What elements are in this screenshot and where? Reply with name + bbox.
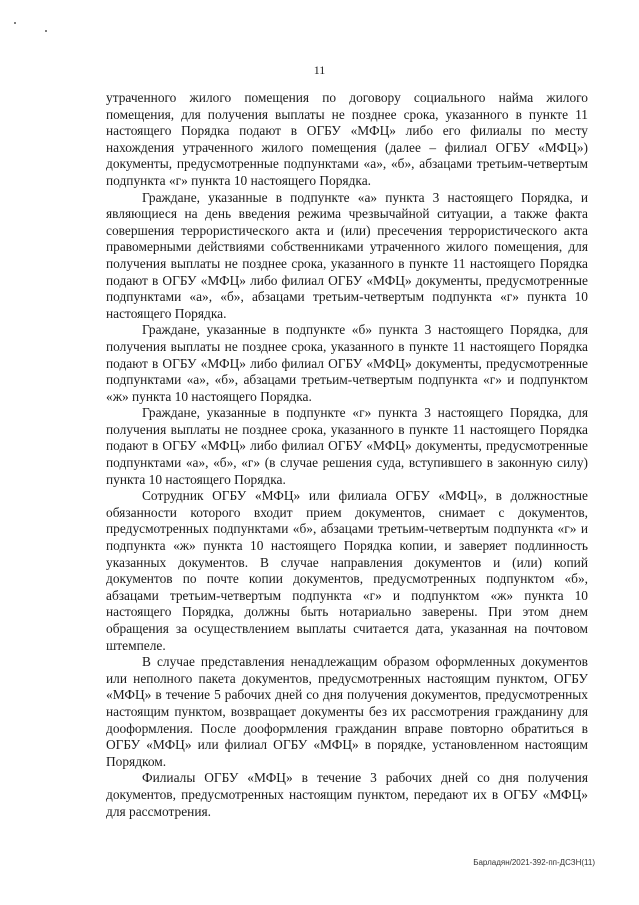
paragraph-5: Сотрудник ОГБУ «МФЦ» или филиала ОГБУ «МФЦ», в должностные обязанности которого входит прием документов, снимает с документов, предусмотренных подпунктами «б», абзацами третьим-четвертым подпункта «г» и подпункта «ж» пункта 10 настоящего Порядка копии, и заверяет подлинность указанных документов. В случае направления документов и (или) копий документов по почте копии документов, предусмотренных подпунктом «б», абзацами третьим-четвертым подпункта «г» и подпунктом «ж» пункта 10 настоящего Порядка, должны быть нотариально заверены. При этом днем обращения за осуществлением выплаты считается дата, указанная на почтовом штемпеле. [106, 488, 588, 653]
paragraph-4: Граждане, указанные в подпункте «г» пункта 3 настоящего Порядка, для получения выплаты не позднее срока, указанного в пункте 11 настоящего Порядка подают в ОГБУ «МФЦ» либо филиал ОГБУ «МФЦ» документы, предусмотренные подпунктами «а», «б», «г» (в случае решения суда, вступившего в законную силу) пункта 10 настоящего Порядка. [106, 405, 588, 487]
paragraph-7: Филиалы ОГБУ «МФЦ» в течение 3 рабочих дней со дня получения документов, предусмотренных настоящим пунктом, передают их в ОГБУ «МФЦ» для рассмотрения. [106, 770, 588, 819]
scan-speck [14, 22, 16, 24]
paragraph-1: утраченного жилого помещения по договору социального найма жилого помещения, для получения выплаты не позднее срока, указанного в пункте 11 настоящего Порядка подают в ОГБУ «МФЦ» либо его филиалы по месту нахождения утраченного жилого помещения (далее – филиал ОГБУ «МФЦ») документы, предусмотренные подпунктами «а», «б», абзацами третьим-четвертым подпункта «г» пункта 10 настоящего Порядка. [106, 90, 588, 188]
paragraph-6: В случае представления ненадлежащим образом оформленных документов или неполного пакета документов, предусмотренных настоящим пунктом, ОГБУ «МФЦ» в течение 5 рабочих дней со дня получения документов, предусмотренных настоящим пунктом, возвращает документы без их рассмотрения гражданину для дооформления. После дооформления гражданин вправе повторно обратиться в ОГБУ «МФЦ» или филиал ОГБУ «МФЦ» в порядке, установленном настоящим Порядком. [106, 654, 588, 769]
scan-speck [45, 30, 47, 32]
document-body [106, 90, 588, 820]
document-footer-code: Барладян/2021-392-пп-ДСЗН(11) [473, 858, 595, 867]
paragraph-3: Граждане, указанные в подпункте «б» пункта 3 настоящего Порядка, для получения выплаты не позднее срока, указанного в пункте 11 настоящего Порядка подают в ОГБУ «МФЦ» либо филиал ОГБУ «МФЦ» документы, предусмотренные подпунктами «а», «б», абзацами третьим-четвертым подпункта «г» и подпунктом «ж» пункта 10 настоящего Порядка. [106, 322, 588, 404]
page-number: 11 [313, 63, 326, 77]
paragraph-2: Граждане, указанные в подпункте «а» пункта 3 настоящего Порядка, и являющиеся на день введения режима чрезвычайной ситуации, а также факта совершения террористического акта и (или) пресечения террористического акта правомерными действиями собственниками утраченного жилого помещения, для получения выплаты не позднее срока, указанного в пункте 11 настоящего Порядка подают в ОГБУ «МФЦ» либо филиал ОГБУ «МФЦ» документы, предусмотренные подпунктами «а», «б», абзацами третьим-четвертым подпункта «г» пункта 10 настоящего Порядка. [106, 189, 588, 321]
